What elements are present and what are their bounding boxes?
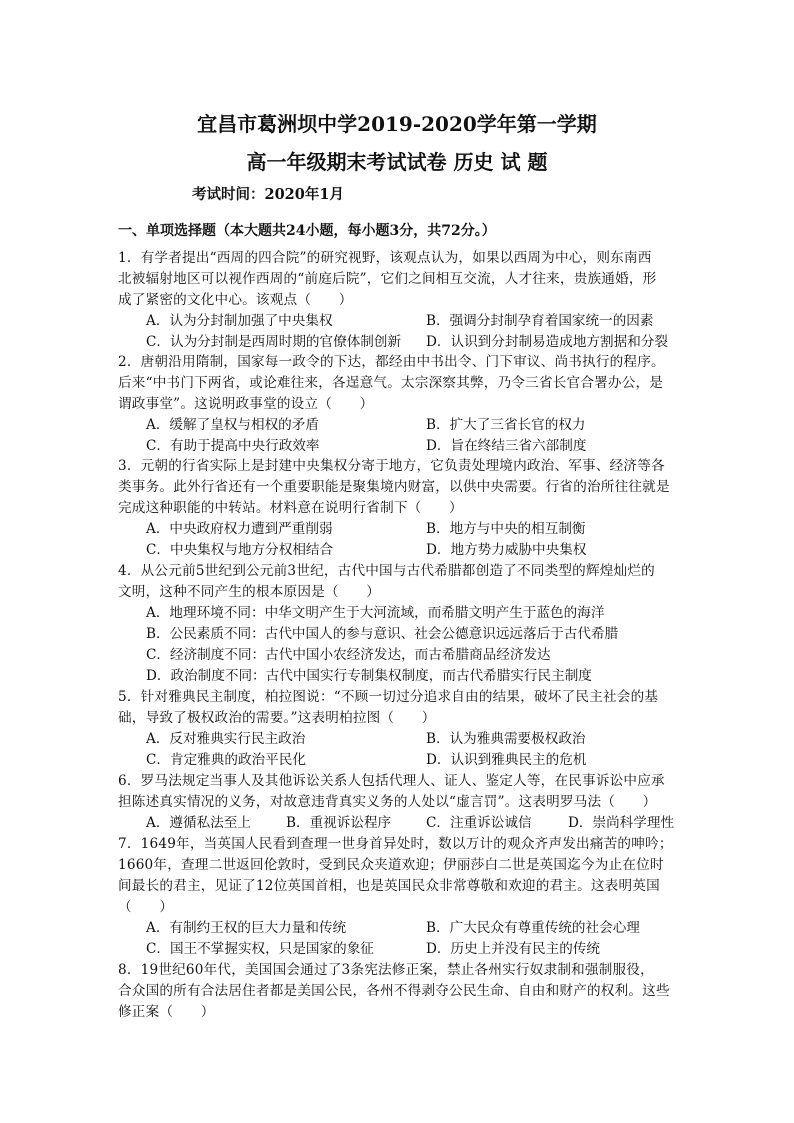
question-2-option-d: D．旨在终结三省六部制度 [426,438,587,454]
question-6-option-d: D．崇尚科学理性 [568,815,675,831]
exam-title-subject: 历史 试 题 [453,150,548,174]
question-7-line-1: 7．1649年，当英国人民看到查理一世身首异处时，数以万计的观众齐声发出痛苦的呻吟； [118,836,673,852]
question-4-option-a: A．地理环境不同：中华文明产生于大河流域，而希腊文明产生于蓝色的海洋 [146,605,605,621]
question-5-option-b: B．认为雅典需要极权政治 [426,731,586,747]
question-5-option-a: A．反对雅典实行民主政治 [146,731,306,747]
question-1-option-b: B．强调分封制孕育着国家统一的因素 [426,313,654,329]
question-1-line-2: 北被辐射地区可以视作西周的“前庭后院”，它们之间相互交流，人才往来，贵族通婚，形 [118,271,657,287]
question-6-option-b: B．重视诉讼程序 [286,815,392,831]
question-5-line-2: 础，导致了极权政治的需要。”这表明柏拉图（ ） [118,710,436,726]
question-4-option-b: B．公民素质不同：古代中国人的参与意识、社会公德意识远远落后于古代希腊 [146,626,619,642]
question-7-line-4: （ ） [118,899,174,915]
question-2-option-b: B．扩大了三省长官的权力 [426,417,586,433]
question-1-option-d: D．认识到分封制易造成地方割据和分裂 [426,334,668,350]
question-1-line-1: 1．有学者提出“西周的四合院”的研究视野，该观点认为，如果以西周为中心，则东南西 [118,250,652,266]
question-4-line-2: 文明，这种不同产生的根本原因是（ ） [118,584,381,600]
exam-title-line1: 宜昌市葛洲坝中学2019-2020学年第一学期 [197,112,597,136]
question-2-option-a: A．缓解了皇权与相权的矛盾 [146,417,319,433]
question-7-option-a: A．有制约王权的巨大力量和传统 [146,920,347,936]
question-3-line-3: 完成这种职能的中转站。材料意在说明行省制下（ ） [118,500,463,516]
question-2-option-c: C．有助于提高中央行政效率 [146,438,320,454]
question-8-line-3: 修正案（ ） [118,1004,215,1020]
question-2-line-2: 后来“中书门下两省，或论难往来，各逞意气。太宗深察其弊，乃令三省长官合署办公，是 [118,375,664,391]
question-7-option-c: C．国王不掌握实权，只是国家的象征 [146,941,374,957]
question-1-line-3: 成了紧密的文化中心。该观点（ ） [118,292,353,308]
question-6-option-c: C．注重诉讼诚信 [426,815,532,831]
question-7-option-d: D．历史上并没有民主的传统 [426,941,601,957]
question-5-line-1: 5．针对雅典民主制度，柏拉图说：“不顾一切过分追求自由的结果，破坏了民主社会的基 [118,689,659,705]
question-3-option-b: B．地方与中央的相互制衡 [426,521,586,537]
question-1-option-a: A．认为分封制加强了中央集权 [146,313,333,329]
exam-title-grade: 高一年级期末考试试卷 [246,150,454,174]
question-7-line-2: 1660年，查理二世返回伦敦时，受到民众夹道欢迎；伊丽莎白二世是英国迄今为止在位时 [118,857,664,873]
question-5-option-c: C．肯定雅典的政治平民化 [146,752,306,768]
question-2-line-1: 2．唐朝沿用隋制，国家每一政令的下达，都经由中书出令、门下审议、尚书执行的程序。 [118,354,665,370]
question-3-option-c: C．中央集权与地方分权相结合 [146,542,334,558]
question-4-option-c: C．经济制度不同：古代中国小农经济发达，而古希腊商品经济发达 [146,647,551,663]
question-8-line-2: 合众国的所有合法居住者都是美国公民，各州不得剥夺公民生命、自由和财产的权利。这些 [118,983,670,999]
exam-time: 考试时间：2020年1月 [192,186,344,203]
question-3-line-2: 类事务。此外行省还有一个重要职能是聚集境内财富，以供中央需要。行省的治所往往就是 [118,479,670,495]
question-4-option-d: D．政治制度不同：古代中国实行专制集权制度，而古代希腊实行民主制度 [146,668,592,684]
question-5-option-d: D．认识到雅典民主的危机 [426,752,587,768]
question-6-line-2: 担陈述真实情况的义务，对故意违背真实义务的人处以“虚言罚”。这表明罗马法（ ） [118,794,657,810]
question-3-option-d: D．地方势力威胁中央集权 [426,542,587,558]
question-4-line-1: 4．从公元前5世纪到公元前3世纪，古代中国与古代希腊都创造了不同类型的辉煌灿烂的 [118,563,655,579]
question-3-option-a: A．中央政府权力遭到严重削弱 [146,521,333,537]
question-2-line-3: 谓政事堂”。这说明政事堂的设立（ ） [118,396,374,412]
question-6-option-a: A．遵循私法至上 [146,815,251,831]
question-6-line-1: 6．罗马法规定当事人及其他诉讼关系人包括代理人、证人、鉴定人等，在民事诉讼中应承 [118,773,665,789]
question-7-line-3: 间最长的君主，见证了12位英国首相，也是英国民众非常尊敬和欢迎的君主。这表明英国 [118,878,660,894]
question-3-line-1: 3．元朝的行省实际上是封建中央集权分寄于地方，它负责处理境内政治、军事、经济等各 [118,458,665,474]
question-8-line-1: 8．19世纪60年代，美国国会通过了3条宪法修正案，禁止各州实行奴隶制和强制服役， [118,962,654,978]
question-7-option-b: B．广大民众有尊重传统的社会心理 [426,920,640,936]
section-heading: 一、单项选择题（本大题共24小题，每小题3分，共72分。） [118,223,496,239]
question-1-option-c: C．认为分封制是西周时期的官僚体制创新 [146,334,402,350]
exam-title-line2 [0,146,794,175]
